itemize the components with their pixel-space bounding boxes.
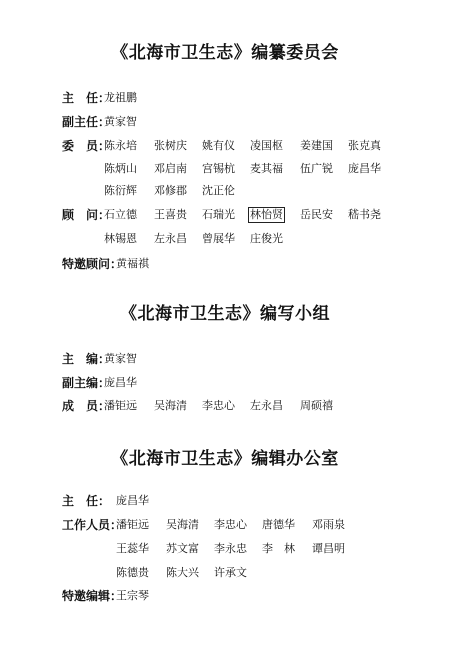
name: 嵇书尧 — [348, 208, 381, 221]
name: 吴海清 — [166, 518, 199, 531]
name: 姜建国 — [300, 139, 333, 152]
name: 沈正伦 — [202, 184, 235, 197]
name: 李忠心 — [214, 518, 247, 531]
name: 麦其福 — [250, 162, 283, 175]
label-advisors: 顾 问： — [62, 208, 111, 222]
name: 凌国枢 — [250, 139, 283, 152]
name: 林锡恩 — [104, 232, 137, 245]
name: 石瑞光 — [202, 208, 235, 221]
name: 黄福祺 — [116, 257, 149, 270]
name: 庞昌华 — [116, 494, 149, 507]
name: 王蕊华 — [116, 542, 149, 555]
name: 岳民安 — [300, 208, 333, 221]
section-title-editorial-office: 《北海市卫生志》编辑办公室 — [111, 449, 339, 469]
name: 周硕禧 — [300, 399, 333, 412]
name: 黄家智 — [104, 115, 137, 128]
name: 陈炳山 — [104, 162, 137, 175]
name: 潘钜远 — [116, 518, 149, 531]
section-title-committee: 《北海市卫生志》编纂委员会 — [111, 43, 339, 63]
name: 石立德 — [104, 208, 137, 221]
name: 庞昌华 — [348, 162, 381, 175]
name: 苏文富 — [166, 542, 199, 555]
name: 王喜贵 — [154, 208, 187, 221]
label-office-director: 主 任： — [62, 494, 111, 508]
name: 邓修郡 — [154, 184, 187, 197]
name: 姚有仪 — [202, 139, 235, 152]
name: 陈衍辉 — [104, 184, 137, 197]
name: 邓启南 — [154, 162, 187, 175]
name: 陈德贵 — [116, 566, 149, 579]
name: 唐德华 — [262, 518, 295, 531]
name-boxed: 林怡贤 — [250, 208, 283, 221]
name: 陈大兴 — [166, 566, 199, 579]
name: 邓雨泉 — [312, 518, 345, 531]
name: 王宗琴 — [116, 589, 149, 602]
label-members: 委 员： — [62, 139, 111, 153]
label-deputy-director: 副主任： — [62, 115, 111, 129]
name: 张克真 — [348, 139, 381, 152]
section-title-writing-group: 《北海市卫生志》编写小组 — [120, 304, 330, 324]
name: 李忠心 — [202, 399, 235, 412]
name: 陈永培 — [104, 139, 137, 152]
label-special-editor: 特邀编辑： — [62, 589, 123, 603]
label-group-members: 成 员： — [62, 399, 111, 413]
name: 左永昌 — [154, 232, 187, 245]
name: 曾展华 — [202, 232, 235, 245]
name: 左永昌 — [250, 399, 283, 412]
name: 张树庆 — [154, 139, 187, 152]
name: 吴海清 — [154, 399, 187, 412]
label-staff: 工作人员： — [62, 518, 123, 532]
label-director: 主 任： — [62, 91, 111, 105]
name: 李永忠 — [214, 542, 247, 555]
name: 庄俊光 — [250, 232, 283, 245]
name: 宫锡杭 — [202, 162, 235, 175]
name: 李 林 — [262, 542, 295, 555]
name: 潘钜远 — [104, 399, 137, 412]
name: 庞昌华 — [104, 376, 137, 389]
label-chief-editor: 主 编： — [62, 352, 111, 366]
name: 许承文 — [214, 566, 247, 579]
name: 龙祖鹏 — [104, 91, 137, 104]
name: 伍广锐 — [300, 162, 333, 175]
name: 谭昌明 — [312, 542, 345, 555]
name: 黄家智 — [104, 352, 137, 365]
label-special-advisor: 特邀顾问： — [62, 257, 123, 271]
label-deputy-editor: 副主编： — [62, 376, 111, 390]
